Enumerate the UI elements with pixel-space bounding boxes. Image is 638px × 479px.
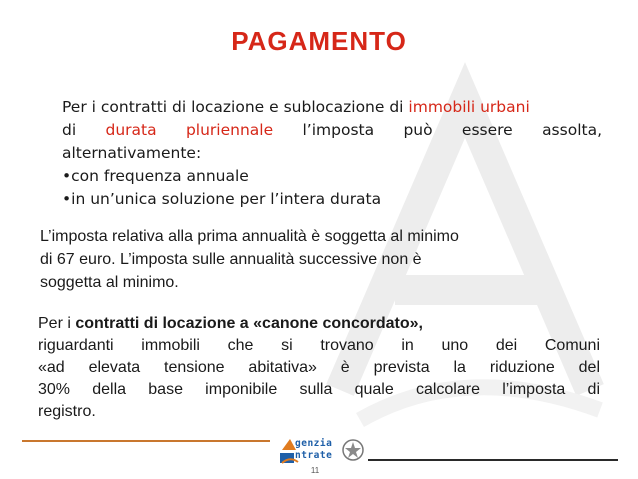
republic-emblem-icon — [340, 437, 366, 463]
text-line: registro. — [38, 403, 96, 420]
page-number: 11 — [310, 466, 320, 475]
text-line: soggetta al minimo. — [40, 274, 179, 291]
bullet-item: •in un’unica soluzione per l’intera durata — [62, 190, 382, 208]
highlight-durata-pluriennale: durata pluriennale — [105, 121, 274, 139]
bullet-item: •con frequenza annuale — [62, 167, 249, 185]
intro-line-2: di durata pluriennale l’imposta può essere assolta, — [62, 121, 603, 139]
highlight-immobili-urbani: immobili urbani — [408, 98, 530, 116]
logo-text-line-1: genzia — [295, 438, 333, 449]
canone-concordato-paragraph — [38, 313, 600, 423]
intro-line-3: alternativamente: — [62, 144, 202, 162]
text-line: Per i contratti di locazione a «canone concordato», — [38, 315, 423, 332]
page-title: PAGAMENTO — [231, 26, 407, 56]
logo-text-line-2: ntrate — [295, 450, 333, 461]
minimum-paragraph — [40, 225, 585, 294]
text-line: 30% della base imponibile sulla quale calcolare l’imposta di — [38, 381, 600, 398]
text-line: di 67 euro. L’imposta sulle annualità successive non è — [40, 251, 422, 268]
footer-rule-left — [22, 440, 270, 442]
bold-contratti-canone: contratti di locazione a «canone concordato», — [75, 315, 423, 332]
text-line: «ad elevata tensione abitativa» è prevista la riduzione del — [38, 359, 600, 376]
text-line: riguardanti immobili che si trovano in uno dei Comuni — [38, 337, 600, 354]
intro-line-1: Per i contratti di locazione e sublocazione di immobili urbani — [62, 98, 530, 116]
intro-paragraph — [62, 96, 602, 211]
footer-rule-right — [368, 459, 618, 461]
text-line: L’imposta relativa alla prima annualità è soggetta al minimo — [40, 228, 459, 245]
